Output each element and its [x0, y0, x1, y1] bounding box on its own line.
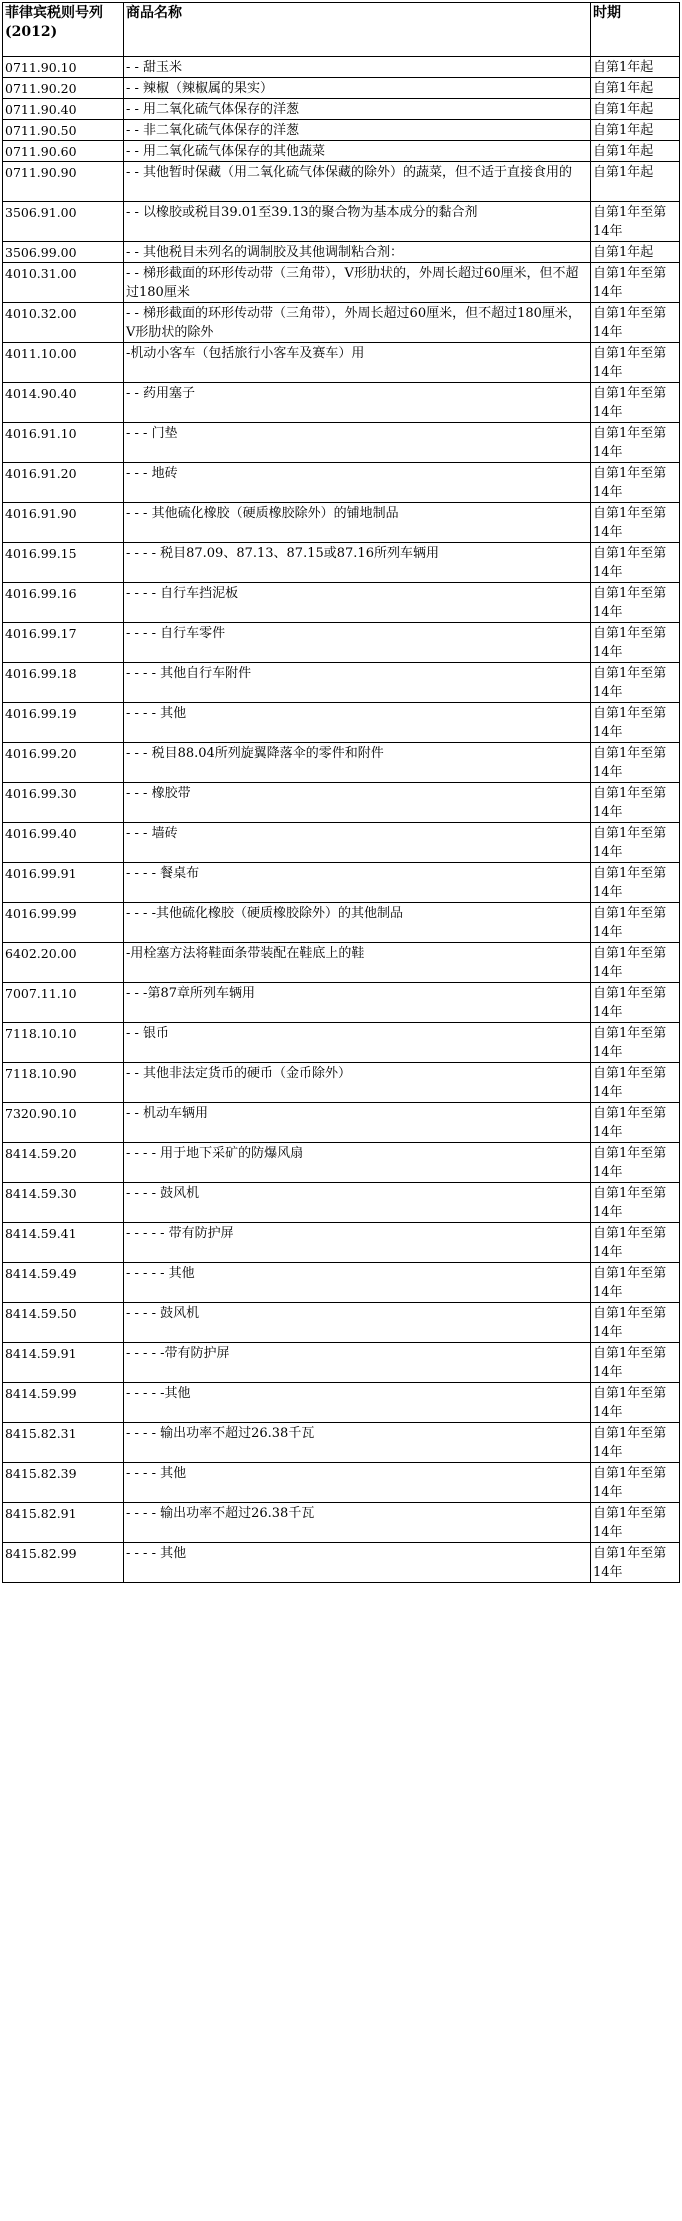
product-name-cell: - - - - 用于地下采矿的防爆风扇	[124, 1143, 591, 1183]
table-row	[3, 1383, 680, 1423]
table-row	[3, 303, 680, 343]
table-row	[3, 543, 680, 583]
product-name-cell: - - - - - 带有防护屏	[124, 1223, 591, 1263]
table-row	[3, 783, 680, 823]
product-name-cell: - - 银币	[124, 1023, 591, 1063]
period-cell: 自第1年至第14年	[591, 463, 680, 503]
table-row	[3, 1103, 680, 1143]
table-row	[3, 1023, 680, 1063]
period-cell: 自第1年至第14年	[591, 1183, 680, 1223]
product-name-cell: - - 药用塞子	[124, 383, 591, 423]
period-cell: 自第1年至第14年	[591, 1463, 680, 1503]
period-cell: 自第1年起	[591, 120, 680, 141]
period-cell: 自第1年至第14年	[591, 743, 680, 783]
tariff-code-cell: 4016.99.15	[3, 543, 124, 583]
table-row	[3, 1543, 680, 1583]
table-row	[3, 1463, 680, 1503]
table-row	[3, 903, 680, 943]
period-cell: 自第1年至第14年	[591, 863, 680, 903]
table-row	[3, 263, 680, 303]
tariff-code-cell: 4010.32.00	[3, 303, 124, 343]
tariff-code-cell: 4016.99.40	[3, 823, 124, 863]
table-row	[3, 423, 680, 463]
tariff-code-cell: 4014.90.40	[3, 383, 124, 423]
tariff-code-cell: 7118.10.10	[3, 1023, 124, 1063]
tariff-code-cell: 4016.99.19	[3, 703, 124, 743]
tariff-code-cell: 8415.82.39	[3, 1463, 124, 1503]
table-row	[3, 983, 680, 1023]
period-cell: 自第1年至第14年	[591, 1343, 680, 1383]
table-row	[3, 823, 680, 863]
period-cell: 自第1年至第14年	[591, 423, 680, 463]
tariff-code-cell: 8415.82.91	[3, 1503, 124, 1543]
product-name-cell: - - - - - 其他	[124, 1263, 591, 1303]
tariff-code-cell: 0711.90.10	[3, 57, 124, 78]
tariff-code-cell: 8415.82.31	[3, 1423, 124, 1463]
tariff-code-cell: 8415.82.99	[3, 1543, 124, 1583]
tariff-code-cell: 7007.11.10	[3, 983, 124, 1023]
period-cell: 自第1年至第14年	[591, 983, 680, 1023]
table-row	[3, 623, 680, 663]
product-name-cell: - - - -其他硫化橡胶（硬质橡胶除外）的其他制品	[124, 903, 591, 943]
period-cell: 自第1年至第14年	[591, 1023, 680, 1063]
period-cell: 自第1年至第14年	[591, 1303, 680, 1343]
product-name-cell: - - 以橡胶或税目39.01至39.13的聚合物为基本成分的黏合剂	[124, 202, 591, 242]
tariff-code-cell: 0711.90.60	[3, 141, 124, 162]
table-row	[3, 343, 680, 383]
period-cell: 自第1年至第14年	[591, 1223, 680, 1263]
product-name-cell: - - - 门垫	[124, 423, 591, 463]
period-cell: 自第1年至第14年	[591, 663, 680, 703]
tariff-code-cell: 3506.91.00	[3, 202, 124, 242]
product-name-cell: - - - 地砖	[124, 463, 591, 503]
tariff-code-cell: 8414.59.50	[3, 1303, 124, 1343]
product-name-cell: - - - - 鼓风机	[124, 1303, 591, 1343]
product-name-cell: - - - 税目88.04所列旋翼降落伞的零件和附件	[124, 743, 591, 783]
tariff-code-cell: 4016.99.17	[3, 623, 124, 663]
table-row	[3, 503, 680, 543]
table-row	[3, 703, 680, 743]
table-row	[3, 583, 680, 623]
period-cell: 自第1年至第14年	[591, 903, 680, 943]
tariff-code-cell: 8414.59.49	[3, 1263, 124, 1303]
table-row	[3, 1263, 680, 1303]
period-cell: 自第1年起	[591, 78, 680, 99]
tariff-code-cell: 3506.99.00	[3, 242, 124, 263]
product-name-cell: - - - - 其他	[124, 1543, 591, 1583]
period-cell: 自第1年至第14年	[591, 1263, 680, 1303]
period-cell: 自第1年起	[591, 99, 680, 120]
product-name-cell: -机动小客车（包括旅行小客车及赛车）用	[124, 343, 591, 383]
table-row	[3, 1423, 680, 1463]
product-name-cell: -用栓塞方法将鞋面条带装配在鞋底上的鞋	[124, 943, 591, 983]
period-cell: 自第1年至第14年	[591, 343, 680, 383]
product-name-cell: - - 非二氧化硫气体保存的洋葱	[124, 120, 591, 141]
period-cell: 自第1年至第14年	[591, 1423, 680, 1463]
product-name-cell: - - 机动车辆用	[124, 1103, 591, 1143]
tariff-code-cell: 4011.10.00	[3, 343, 124, 383]
period-cell: 自第1年至第14年	[591, 623, 680, 663]
product-name-cell: - - 梯形截面的环形传动带（三角带），V形肋状的，外周长超过60厘米，但不超过180厘米	[124, 263, 591, 303]
period-cell: 自第1年至第14年	[591, 383, 680, 423]
period-cell: 自第1年至第14年	[591, 583, 680, 623]
product-name-cell: - - - - 自行车挡泥板	[124, 583, 591, 623]
table-row	[3, 863, 680, 903]
table-row	[3, 202, 680, 242]
table-row	[3, 1183, 680, 1223]
table-row	[3, 99, 680, 120]
tariff-code-cell: 4016.91.10	[3, 423, 124, 463]
period-cell: 自第1年起	[591, 141, 680, 162]
table-header-row	[3, 3, 680, 57]
product-name-cell: - - - - 税目87.09、87.13、87.15或87.16所列车辆用	[124, 543, 591, 583]
tariff-code-cell: 0711.90.40	[3, 99, 124, 120]
product-name-cell: - - - - 其他	[124, 703, 591, 743]
product-name-cell: - - - - 其他自行车附件	[124, 663, 591, 703]
table-row	[3, 57, 680, 78]
tariff-code-cell: 8414.59.91	[3, 1343, 124, 1383]
product-name-cell: - - - - 输出功率不超过26.38千瓦	[124, 1423, 591, 1463]
tariff-code-cell: 0711.90.90	[3, 162, 124, 202]
period-cell: 自第1年至第14年	[591, 1143, 680, 1183]
tariff-code-cell: 7320.90.10	[3, 1103, 124, 1143]
tariff-code-cell: 4016.91.90	[3, 503, 124, 543]
table-row	[3, 242, 680, 263]
table-row	[3, 383, 680, 423]
tariff-code-cell: 6402.20.00	[3, 943, 124, 983]
product-name-cell: - - 用二氧化硫气体保存的其他蔬菜	[124, 141, 591, 162]
period-cell: 自第1年至第14年	[591, 543, 680, 583]
period-cell: 自第1年起	[591, 57, 680, 78]
tariff-code-cell: 4016.99.91	[3, 863, 124, 903]
product-name-cell: - - 其他暂时保藏（用二氧化硫气体保藏的除外）的蔬菜，但不适于直接食用的	[124, 162, 591, 202]
period-cell: 自第1年至第14年	[591, 1063, 680, 1103]
period-cell: 自第1年至第14年	[591, 1543, 680, 1583]
period-cell: 自第1年至第14年	[591, 1383, 680, 1423]
period-cell: 自第1年至第14年	[591, 823, 680, 863]
product-name-cell: - - 用二氧化硫气体保存的洋葱	[124, 99, 591, 120]
product-name-cell: - - - - 自行车零件	[124, 623, 591, 663]
tariff-code-cell: 4016.99.16	[3, 583, 124, 623]
product-name-cell: - - - - -其他	[124, 1383, 591, 1423]
header-tariff-code: 菲律宾税则号列 (2012)	[3, 3, 124, 57]
tariff-code-cell: 0711.90.50	[3, 120, 124, 141]
period-cell: 自第1年至第14年	[591, 263, 680, 303]
product-name-cell: - - - - -带有防护屏	[124, 1343, 591, 1383]
table-row	[3, 943, 680, 983]
tariff-code-cell: 0711.90.20	[3, 78, 124, 99]
product-name-cell: - - 其他非法定货币的硬币（金币除外）	[124, 1063, 591, 1103]
period-cell: 自第1年至第14年	[591, 943, 680, 983]
product-name-cell: - - -第87章所列车辆用	[124, 983, 591, 1023]
tariff-code-cell: 4010.31.00	[3, 263, 124, 303]
tariff-code-cell: 4016.99.18	[3, 663, 124, 703]
tariff-code-cell: 8414.59.41	[3, 1223, 124, 1263]
product-name-cell: - - - 其他硫化橡胶（硬质橡胶除外）的铺地制品	[124, 503, 591, 543]
table-body	[3, 57, 680, 1583]
table-row	[3, 1223, 680, 1263]
table-row	[3, 463, 680, 503]
tariff-code-cell: 4016.91.20	[3, 463, 124, 503]
table-row	[3, 1063, 680, 1103]
period-cell: 自第1年至第14年	[591, 202, 680, 242]
table-row	[3, 1303, 680, 1343]
period-cell: 自第1年至第14年	[591, 1503, 680, 1543]
table-row	[3, 1503, 680, 1543]
product-name-cell: - - 辣椒（辣椒属的果实）	[124, 78, 591, 99]
product-name-cell: - - - - 鼓风机	[124, 1183, 591, 1223]
period-cell: 自第1年至第14年	[591, 1103, 680, 1143]
period-cell: 自第1年起	[591, 242, 680, 263]
period-cell: 自第1年至第14年	[591, 783, 680, 823]
tariff-code-cell: 8414.59.30	[3, 1183, 124, 1223]
product-name-cell: - - - 墙砖	[124, 823, 591, 863]
table-row	[3, 1343, 680, 1383]
product-name-cell: - - 其他税目未列名的调制胶及其他调制粘合剂：	[124, 242, 591, 263]
period-cell: 自第1年至第14年	[591, 703, 680, 743]
period-cell: 自第1年至第14年	[591, 503, 680, 543]
table-row	[3, 743, 680, 783]
tariff-table	[2, 2, 680, 1583]
tariff-code-cell: 4016.99.99	[3, 903, 124, 943]
table-row	[3, 120, 680, 141]
table-row	[3, 162, 680, 202]
product-name-cell: - - - - 其他	[124, 1463, 591, 1503]
tariff-code-cell: 4016.99.30	[3, 783, 124, 823]
tariff-code-cell: 4016.99.20	[3, 743, 124, 783]
header-product-name: 商品名称	[124, 3, 591, 57]
product-name-cell: - - 梯形截面的环形传动带（三角带），外周长超过60厘米，但不超过180厘米，V形肋状的除外	[124, 303, 591, 343]
product-name-cell: - - - - 输出功率不超过26.38千瓦	[124, 1503, 591, 1543]
table-row	[3, 1143, 680, 1183]
period-cell: 自第1年至第14年	[591, 303, 680, 343]
header-period: 时期	[591, 3, 680, 57]
tariff-code-cell: 8414.59.99	[3, 1383, 124, 1423]
period-cell: 自第1年起	[591, 162, 680, 202]
product-name-cell: - - - - 餐桌布	[124, 863, 591, 903]
product-name-cell: - - 甜玉米	[124, 57, 591, 78]
table-row	[3, 78, 680, 99]
table-row	[3, 663, 680, 703]
product-name-cell: - - - 橡胶带	[124, 783, 591, 823]
table-row	[3, 141, 680, 162]
tariff-code-cell: 8414.59.20	[3, 1143, 124, 1183]
tariff-code-cell: 7118.10.90	[3, 1063, 124, 1103]
